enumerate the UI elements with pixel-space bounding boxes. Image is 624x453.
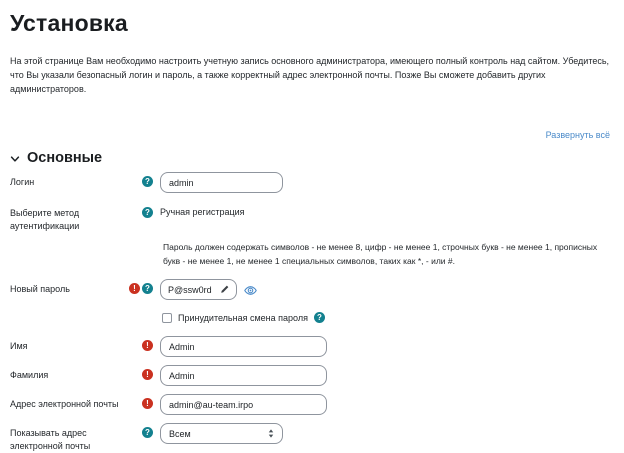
- firstname-label: Имя: [10, 341, 28, 351]
- force-password-change-checkbox[interactable]: [162, 313, 172, 323]
- email-input[interactable]: [160, 394, 327, 415]
- row-login: [10, 172, 610, 193]
- chevron-down-icon: [10, 154, 20, 164]
- email-visibility-value: Всем: [169, 428, 191, 439]
- email-visibility-select[interactable]: [160, 423, 283, 444]
- password-hint-text: Пароль должен содержать символов - не менее 8, цифр - не менее 1, строчных букв - не менее 1, прописных букв - не менее 1, не менее 1 специальных символов, таких как *, - или #.: [163, 242, 598, 266]
- reveal-password-icon[interactable]: [244, 285, 257, 296]
- expand-all-row: [10, 125, 610, 143]
- help-icon[interactable]: ?: [142, 427, 153, 438]
- new-password-input[interactable]: [160, 279, 237, 300]
- auth-method-icons: [127, 203, 160, 218]
- section-title: Основные: [27, 150, 103, 166]
- email-visibility-label: Показывать адрес электронной почты: [10, 428, 91, 451]
- intro-text: На этой странице Вам необходимо настроить учетную запись основного администратора, имеющего полный контроль над сайтом. Убедитесь, что Вы указали безопасный логин и пароль, а также корректный адрес электронной почты. Позже Вы сможете добавить других администраторов.: [10, 56, 610, 94]
- select-arrows-icon: [268, 429, 274, 438]
- lastname-icons: [127, 365, 160, 380]
- auth-method-label: Выберите метод аутентификации: [10, 208, 80, 231]
- row-firstname: [10, 336, 610, 357]
- page-title: Установка: [10, 10, 128, 36]
- required-icon: !: [142, 398, 153, 409]
- password-hint-row: [10, 241, 610, 268]
- new-password-label: Новый пароль: [10, 284, 70, 294]
- row-lastname: [10, 365, 610, 386]
- help-icon[interactable]: ?: [142, 176, 153, 187]
- firstname-icons: [127, 336, 160, 351]
- email-icons: [127, 394, 160, 409]
- new-password-value: P@ssw0rd: [168, 284, 212, 295]
- row-force-password-change: [10, 312, 610, 323]
- required-icon: !: [142, 369, 153, 380]
- admin-account-form: [10, 172, 610, 453]
- expand-all-link[interactable]: Развернуть всё: [545, 130, 610, 140]
- lastname-input[interactable]: [160, 365, 327, 386]
- login-input[interactable]: [160, 172, 283, 193]
- row-new-password: [10, 279, 610, 300]
- row-auth-method: [10, 203, 610, 233]
- login-label: Логин: [10, 177, 35, 187]
- section-general-toggle[interactable]: [10, 150, 610, 166]
- auth-method-value: Ручная регистрация: [160, 207, 245, 217]
- email-label: Адрес электронной почты: [10, 399, 119, 409]
- firstname-input[interactable]: [160, 336, 327, 357]
- required-icon: !: [142, 340, 153, 351]
- pencil-icon: [220, 285, 229, 294]
- row-email-visibility: [10, 423, 610, 453]
- email-visibility-icons: [127, 423, 160, 438]
- help-icon[interactable]: ?: [142, 207, 153, 218]
- force-password-change-label: Принудительная смена пароля: [178, 312, 308, 323]
- new-password-icons: [127, 279, 160, 294]
- row-email: [10, 394, 610, 415]
- login-icons: [127, 172, 160, 187]
- help-icon[interactable]: ?: [314, 312, 325, 323]
- lastname-label: Фамилия: [10, 370, 49, 380]
- help-icon[interactable]: ?: [142, 283, 153, 294]
- required-icon: !: [129, 283, 140, 294]
